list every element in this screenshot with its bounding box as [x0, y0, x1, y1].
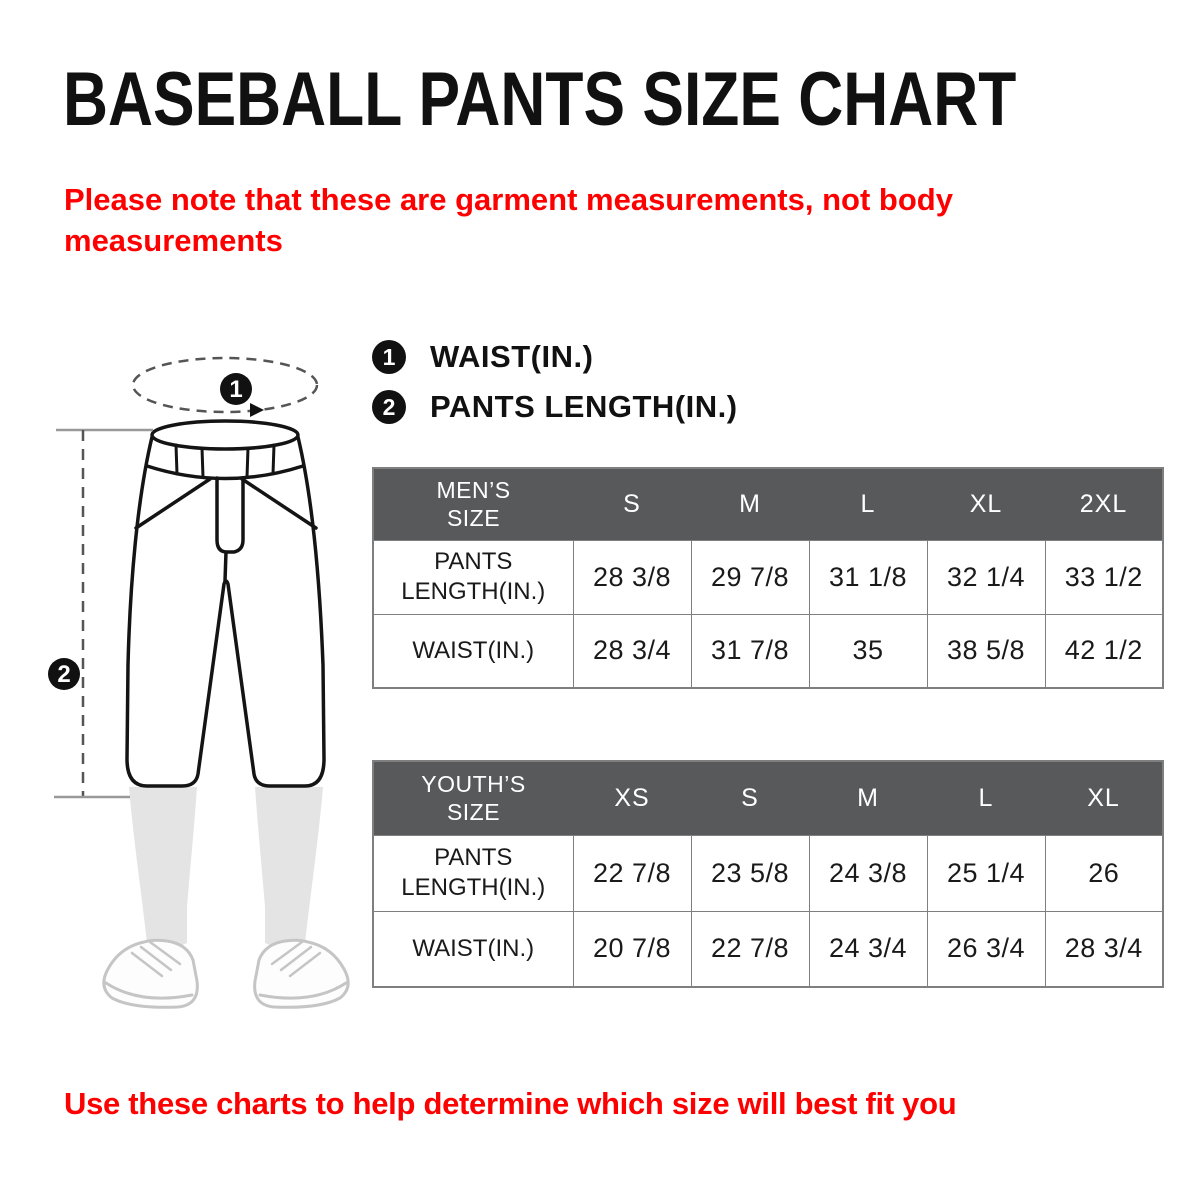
measurement-cell: 31 7/8: [691, 614, 809, 688]
measurement-cell: 32 1/4: [927, 540, 1045, 614]
measurement-cell: 38 5/8: [927, 614, 1045, 688]
measurement-cell: 26: [1045, 835, 1163, 911]
table-header-row: [373, 468, 1163, 540]
table-row: [373, 835, 1163, 911]
legend-badge-2: 2: [372, 390, 406, 424]
size-col-header: L: [927, 761, 1045, 835]
measurement-cell: 25 1/4: [927, 835, 1045, 911]
size-col-header: L: [809, 468, 927, 540]
measurement-cell: 28 3/4: [573, 614, 691, 688]
size-col-header: S: [573, 468, 691, 540]
pants-outline: [127, 421, 324, 786]
measurement-cell: 35: [809, 614, 927, 688]
youths-size-table: [372, 760, 1164, 988]
fit-advice-note: Use these charts to help determine which size will best fit you: [64, 1086, 957, 1121]
size-col-header: XL: [927, 468, 1045, 540]
mens-size-table: [372, 467, 1164, 689]
youths-size-header: [373, 761, 573, 835]
measurement-cell: 26 3/4: [927, 911, 1045, 987]
size-col-header: M: [809, 761, 927, 835]
size-col-header: XL: [1045, 761, 1163, 835]
size-col-header: S: [691, 761, 809, 835]
size-col-header: XS: [573, 761, 691, 835]
legend-badge-1: 1: [372, 340, 406, 374]
row-label: WAIST(IN.): [373, 614, 573, 688]
measurement-cell: 24 3/4: [809, 911, 927, 987]
measurement-cell: 23 5/8: [691, 835, 809, 911]
marker-2-digit: 2: [57, 661, 71, 688]
table-row: [373, 911, 1163, 987]
measurement-legend: [372, 338, 738, 438]
measurement-cell: 42 1/2: [1045, 614, 1163, 688]
table-row: [373, 540, 1163, 614]
table-header-row: [373, 761, 1163, 835]
measurement-cell: 20 7/8: [573, 911, 691, 987]
size-col-header: M: [691, 468, 809, 540]
youths-size-header-label: YOUTH’S SIZE: [421, 770, 526, 826]
size-col-header: 2XL: [1045, 468, 1163, 540]
socks: [129, 787, 323, 948]
measurement-cell: 24 3/8: [809, 835, 927, 911]
legend-item-waist: [372, 338, 738, 376]
measurement-cell: 28 3/8: [573, 540, 691, 614]
marker-1-digit: 1: [229, 376, 243, 403]
pants-measurement-figure: [40, 335, 380, 1025]
sneakers: [104, 940, 348, 1007]
table-row: [373, 614, 1163, 688]
row-label: WAIST(IN.): [373, 911, 573, 987]
waist-opening: [152, 421, 298, 449]
measurement-cell: 22 7/8: [573, 835, 691, 911]
legend-label-waist: WAIST(IN.): [430, 339, 594, 374]
legend-label-length: PANTS LENGTH(IN.): [430, 389, 738, 424]
row-label: PANTS LENGTH(IN.): [373, 540, 573, 614]
measurement-cell: 29 7/8: [691, 540, 809, 614]
legend-item-length: [372, 388, 738, 426]
garment-measurement-note: Please note that these are garment measurements, not body measurements: [64, 182, 953, 258]
measurement-cell: 33 1/2: [1045, 540, 1163, 614]
page-title: BASEBALL PANTS SIZE CHART: [63, 57, 1017, 142]
measurement-cell: 22 7/8: [691, 911, 809, 987]
mens-size-header-label: MEN’S SIZE: [436, 476, 511, 532]
row-label: PANTS LENGTH(IN.): [373, 835, 573, 911]
measurement-cell: 31 1/8: [809, 540, 927, 614]
mens-size-header: [373, 468, 573, 540]
measurement-cell: 28 3/4: [1045, 911, 1163, 987]
waist-measure-arrow: [250, 403, 264, 417]
